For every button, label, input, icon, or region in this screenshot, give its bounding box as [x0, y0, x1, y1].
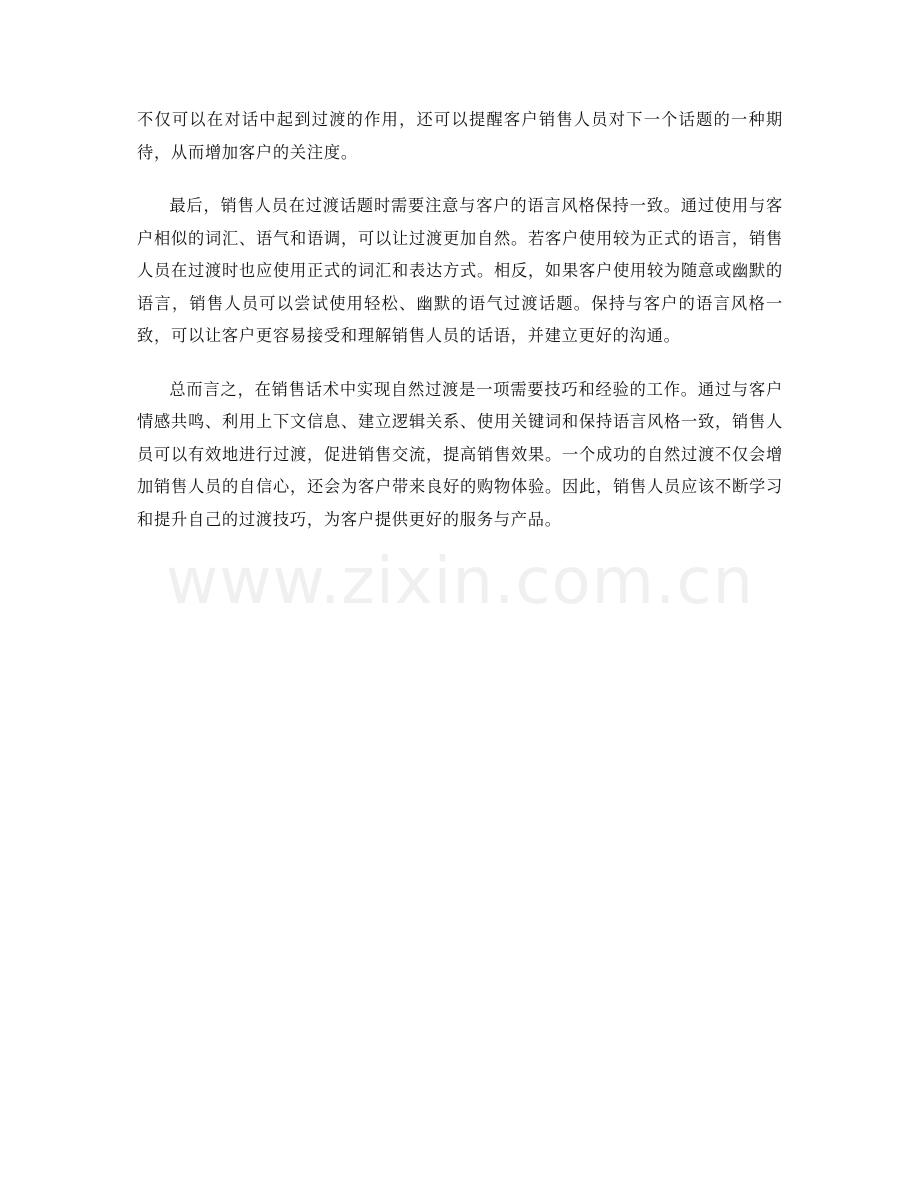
paragraph-continuation: 不仅可以在对话中起到过渡的作用，还可以提醒客户销售人员对下一个话题的一种期待，从而增加客户的关注度。 — [137, 110, 783, 162]
document-body — [137, 104, 783, 557]
watermark: www.zixin.com.cn — [165, 545, 755, 619]
paragraph-language-style: 最后，销售人员在过渡话题时需要注意与客户的语言风格保持一致。通过使用与客户相似的词汇、语气和语调，可以让过渡更加自然。若客户使用较为正式的语言，销售人员在过渡时也应使用正式的词汇和表达方式。相反，如果客户使用较为随意或幽默的语言，销售人员可以尝试使用轻松、幽默的语气过渡话题。保持与客户的语言风格一致，可以让客户更容易接受和理解销售人员的话语，并建立更好的沟通。 — [137, 196, 783, 345]
paragraph-conclusion: 总而言之，在销售话术中实现自然过渡是一项需要技巧和经验的工作。通过与客户情感共鸣、利用上下文信息、建立逻辑关系、使用关键词和保持语言风格一致，销售人员可以有效地进行过渡，促进销售交流，提高销售效果。一个成功的自然过渡不仅会增加销售人员的自信心，还会为客户带来良好的购物体验。因此，销售人员应该不断学习和提升自己的过渡技巧，为客户提供更好的服务与产品。 — [137, 379, 783, 529]
